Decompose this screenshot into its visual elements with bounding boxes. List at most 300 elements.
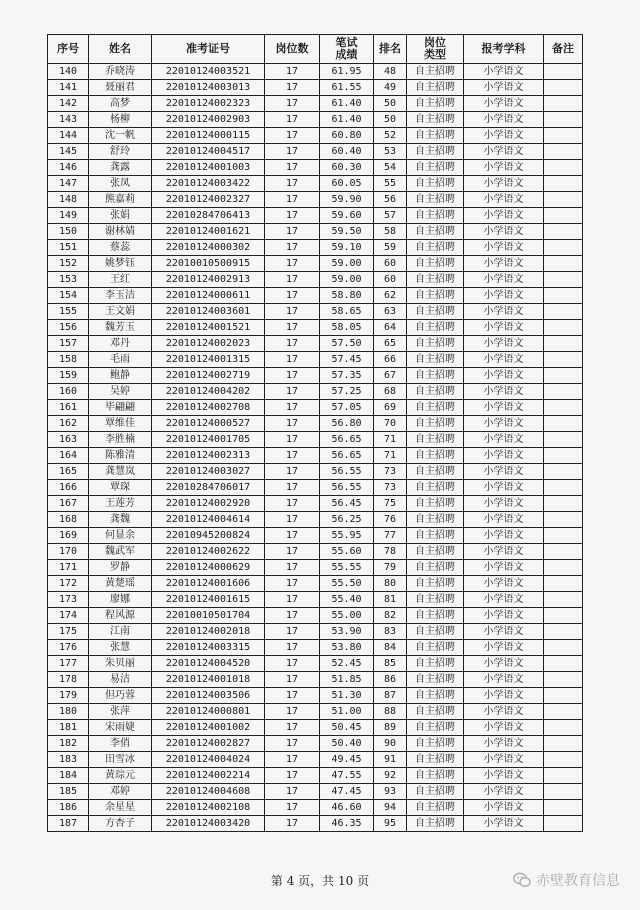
- cell-name: 李胜楠: [89, 432, 152, 448]
- cell-index: 166: [48, 480, 89, 496]
- cell-position-type: 自主招聘: [407, 496, 464, 512]
- cell-score: 59.90: [320, 192, 374, 208]
- cell-index: 165: [48, 464, 89, 480]
- cell-subject: 小学语文: [464, 800, 544, 816]
- cell-exam-id: 22010124001018: [152, 672, 265, 688]
- cell-rank: 81: [374, 592, 407, 608]
- table-row: [48, 528, 583, 544]
- cell-rank: 50: [374, 96, 407, 112]
- table-row: [48, 608, 583, 624]
- cell-position-type: 自主招聘: [407, 560, 464, 576]
- cell-rank: 49: [374, 80, 407, 96]
- cell-exam-id: 22010124000527: [152, 416, 265, 432]
- cell-exam-id: 22010124001003: [152, 160, 265, 176]
- cell-position-type: 自主招聘: [407, 96, 464, 112]
- cell-index: 159: [48, 368, 89, 384]
- cell-rank: 63: [374, 304, 407, 320]
- cell-subject: 小学语文: [464, 304, 544, 320]
- cell-positions: 17: [265, 592, 320, 608]
- cell-position-type: 自主招聘: [407, 288, 464, 304]
- table-row: [48, 688, 583, 704]
- table-row: [48, 64, 583, 80]
- cell-index: 140: [48, 64, 89, 80]
- cell-name: 张慧: [89, 640, 152, 656]
- table-row: [48, 624, 583, 640]
- cell-exam-id: 22010124002313: [152, 448, 265, 464]
- cell-index: 172: [48, 576, 89, 592]
- table-header-row: [48, 35, 583, 64]
- cell-name: 何显余: [89, 528, 152, 544]
- cell-score: 57.50: [320, 336, 374, 352]
- cell-exam-id: 22010124003601: [152, 304, 265, 320]
- cell-index: 142: [48, 96, 89, 112]
- cell-subject: 小学语文: [464, 688, 544, 704]
- cell-subject: 小学语文: [464, 768, 544, 784]
- table-row: [48, 368, 583, 384]
- cell-positions: 17: [265, 672, 320, 688]
- cell-exam-id: 22010124002018: [152, 624, 265, 640]
- cell-exam-id: 22010124002903: [152, 112, 265, 128]
- cell-exam-id: 22010124001705: [152, 432, 265, 448]
- cell-exam-id: 22010124003506: [152, 688, 265, 704]
- cell-subject: 小学语文: [464, 288, 544, 304]
- cell-index: 178: [48, 672, 89, 688]
- cell-position-type: 自主招聘: [407, 720, 464, 736]
- cell-subject: 小学语文: [464, 784, 544, 800]
- cell-exam-id: 22010124001521: [152, 320, 265, 336]
- cell-name: 杨柳: [89, 112, 152, 128]
- table-row: [48, 464, 583, 480]
- cell-subject: 小学语文: [464, 752, 544, 768]
- cell-name: 廖娜: [89, 592, 152, 608]
- cell-positions: 17: [265, 144, 320, 160]
- cell-position-type: 自主招聘: [407, 352, 464, 368]
- cell-name: 邓婷: [89, 784, 152, 800]
- table-row: [48, 640, 583, 656]
- cell-positions: 17: [265, 368, 320, 384]
- cell-name: 谢林婧: [89, 224, 152, 240]
- cell-remark: [544, 128, 583, 144]
- table-row: [48, 192, 583, 208]
- cell-subject: 小学语文: [464, 96, 544, 112]
- cell-positions: 17: [265, 112, 320, 128]
- table-row: [48, 768, 583, 784]
- cell-positions: 17: [265, 80, 320, 96]
- column-header: 序号: [48, 35, 89, 64]
- cell-exam-id: 22010124001315: [152, 352, 265, 368]
- cell-exam-id: 22010124004517: [152, 144, 265, 160]
- cell-score: 55.50: [320, 576, 374, 592]
- cell-name: 龚露: [89, 160, 152, 176]
- cell-subject: 小学语文: [464, 624, 544, 640]
- cell-score: 53.80: [320, 640, 374, 656]
- cell-index: 186: [48, 800, 89, 816]
- cell-rank: 70: [374, 416, 407, 432]
- cell-name: 王红: [89, 272, 152, 288]
- cell-score: 51.85: [320, 672, 374, 688]
- table-row: [48, 816, 583, 832]
- cell-position-type: 自主招聘: [407, 368, 464, 384]
- cell-remark: [544, 816, 583, 832]
- cell-rank: 73: [374, 480, 407, 496]
- cell-index: 150: [48, 224, 89, 240]
- cell-positions: 17: [265, 208, 320, 224]
- cell-position-type: 自主招聘: [407, 256, 464, 272]
- table-row: [48, 144, 583, 160]
- cell-index: 154: [48, 288, 89, 304]
- cell-name: 龚慧岚: [89, 464, 152, 480]
- cell-positions: 17: [265, 656, 320, 672]
- cell-index: 160: [48, 384, 89, 400]
- cell-subject: 小学语文: [464, 528, 544, 544]
- cell-name: 蔡蕊: [89, 240, 152, 256]
- cell-position-type: 自主招聘: [407, 656, 464, 672]
- cell-position-type: 自主招聘: [407, 800, 464, 816]
- cell-position-type: 自主招聘: [407, 752, 464, 768]
- cell-subject: 小学语文: [464, 144, 544, 160]
- cell-rank: 78: [374, 544, 407, 560]
- cell-name: 宋雨婕: [89, 720, 152, 736]
- cell-remark: [544, 144, 583, 160]
- cell-name: 余星星: [89, 800, 152, 816]
- cell-subject: 小学语文: [464, 80, 544, 96]
- cell-positions: 17: [265, 352, 320, 368]
- table-row: [48, 544, 583, 560]
- cell-positions: 17: [265, 784, 320, 800]
- cell-exam-id: 22010124003027: [152, 464, 265, 480]
- cell-remark: [544, 768, 583, 784]
- cell-subject: 小学语文: [464, 112, 544, 128]
- cell-name: 鲍静: [89, 368, 152, 384]
- cell-name: 程风源: [89, 608, 152, 624]
- cell-exam-id: 22010124000629: [152, 560, 265, 576]
- cell-name: 李玉洁: [89, 288, 152, 304]
- cell-remark: [544, 304, 583, 320]
- cell-exam-id: 22010124002913: [152, 272, 265, 288]
- cell-subject: 小学语文: [464, 240, 544, 256]
- cell-score: 56.55: [320, 464, 374, 480]
- cell-subject: 小学语文: [464, 272, 544, 288]
- cell-remark: [544, 224, 583, 240]
- cell-positions: 17: [265, 320, 320, 336]
- cell-rank: 93: [374, 784, 407, 800]
- cell-remark: [544, 480, 583, 496]
- cell-index: 187: [48, 816, 89, 832]
- table-row: [48, 160, 583, 176]
- cell-subject: 小学语文: [464, 816, 544, 832]
- cell-positions: 17: [265, 432, 320, 448]
- cell-index: 162: [48, 416, 89, 432]
- cell-subject: 小学语文: [464, 608, 544, 624]
- cell-index: 179: [48, 688, 89, 704]
- cell-remark: [544, 752, 583, 768]
- cell-remark: [544, 512, 583, 528]
- cell-rank: 56: [374, 192, 407, 208]
- column-header: 报考学科: [464, 35, 544, 64]
- cell-position-type: 自主招聘: [407, 544, 464, 560]
- cell-rank: 60: [374, 256, 407, 272]
- cell-positions: 17: [265, 384, 320, 400]
- cell-positions: 17: [265, 256, 320, 272]
- cell-name: 覃维佳: [89, 416, 152, 432]
- cell-remark: [544, 384, 583, 400]
- cell-subject: 小学语文: [464, 672, 544, 688]
- cell-position-type: 自主招聘: [407, 192, 464, 208]
- cell-remark: [544, 464, 583, 480]
- cell-position-type: 自主招聘: [407, 608, 464, 624]
- cell-position-type: 自主招聘: [407, 208, 464, 224]
- cell-score: 58.05: [320, 320, 374, 336]
- cell-rank: 73: [374, 464, 407, 480]
- table-row: [48, 400, 583, 416]
- cell-positions: 17: [265, 640, 320, 656]
- cell-score: 56.45: [320, 496, 374, 512]
- cell-index: 164: [48, 448, 89, 464]
- cell-score: 55.55: [320, 560, 374, 576]
- cell-rank: 80: [374, 576, 407, 592]
- cell-positions: 17: [265, 800, 320, 816]
- cell-subject: 小学语文: [464, 176, 544, 192]
- cell-positions: 17: [265, 560, 320, 576]
- cell-index: 148: [48, 192, 89, 208]
- cell-name: 陈雅清: [89, 448, 152, 464]
- cell-subject: 小学语文: [464, 208, 544, 224]
- cell-positions: 17: [265, 448, 320, 464]
- cell-rank: 92: [374, 768, 407, 784]
- cell-index: 149: [48, 208, 89, 224]
- cell-exam-id: 22010124000302: [152, 240, 265, 256]
- cell-positions: 17: [265, 304, 320, 320]
- table-row: [48, 480, 583, 496]
- cell-name: 聂丽君: [89, 80, 152, 96]
- cell-position-type: 自主招聘: [407, 480, 464, 496]
- cell-name: 乔晓涛: [89, 64, 152, 80]
- wechat-icon: [513, 872, 531, 888]
- cell-subject: 小学语文: [464, 128, 544, 144]
- cell-score: 57.05: [320, 400, 374, 416]
- cell-exam-id: 22010124002023: [152, 336, 265, 352]
- cell-subject: 小学语文: [464, 480, 544, 496]
- cell-score: 56.65: [320, 432, 374, 448]
- cell-score: 56.65: [320, 448, 374, 464]
- cell-positions: 17: [265, 608, 320, 624]
- cell-position-type: 自主招聘: [407, 176, 464, 192]
- cell-position-type: 自主招聘: [407, 704, 464, 720]
- cell-rank: 87: [374, 688, 407, 704]
- cell-rank: 53: [374, 144, 407, 160]
- table-row: [48, 176, 583, 192]
- cell-rank: 79: [374, 560, 407, 576]
- cell-subject: 小学语文: [464, 656, 544, 672]
- cell-position-type: 自主招聘: [407, 80, 464, 96]
- cell-remark: [544, 416, 583, 432]
- cell-positions: 17: [265, 752, 320, 768]
- cell-score: 56.55: [320, 480, 374, 496]
- cell-remark: [544, 400, 583, 416]
- cell-subject: 小学语文: [464, 416, 544, 432]
- cell-exam-id: 22010124001002: [152, 720, 265, 736]
- cell-name: 姚梦钰: [89, 256, 152, 272]
- cell-rank: 62: [374, 288, 407, 304]
- cell-index: 163: [48, 432, 89, 448]
- table-row: [48, 448, 583, 464]
- cell-name: 易洁: [89, 672, 152, 688]
- cell-remark: [544, 528, 583, 544]
- cell-remark: [544, 432, 583, 448]
- cell-name: 黄楚瑶: [89, 576, 152, 592]
- cell-rank: 91: [374, 752, 407, 768]
- cell-remark: [544, 608, 583, 624]
- cell-index: 144: [48, 128, 89, 144]
- cell-remark: [544, 800, 583, 816]
- cell-remark: [544, 656, 583, 672]
- cell-index: 152: [48, 256, 89, 272]
- cell-rank: 83: [374, 624, 407, 640]
- cell-remark: [544, 672, 583, 688]
- cell-index: 171: [48, 560, 89, 576]
- cell-positions: 17: [265, 512, 320, 528]
- cell-exam-id: 22010124002214: [152, 768, 265, 784]
- cell-positions: 17: [265, 272, 320, 288]
- cell-name: 罗静: [89, 560, 152, 576]
- cell-remark: [544, 352, 583, 368]
- cell-score: 50.45: [320, 720, 374, 736]
- watermark-text: 赤壁教育信息: [536, 873, 620, 889]
- cell-position-type: 自主招聘: [407, 528, 464, 544]
- cell-score: 52.45: [320, 656, 374, 672]
- cell-exam-id: 22010124004614: [152, 512, 265, 528]
- cell-rank: 86: [374, 672, 407, 688]
- table-row: [48, 352, 583, 368]
- cell-rank: 68: [374, 384, 407, 400]
- table-row: [48, 288, 583, 304]
- cell-remark: [544, 320, 583, 336]
- cell-score: 60.30: [320, 160, 374, 176]
- cell-name: 覃琛: [89, 480, 152, 496]
- cell-score: 59.00: [320, 256, 374, 272]
- cell-remark: [544, 720, 583, 736]
- cell-score: 57.35: [320, 368, 374, 384]
- cell-score: 60.05: [320, 176, 374, 192]
- table-row: [48, 240, 583, 256]
- cell-rank: 54: [374, 160, 407, 176]
- cell-name: 黄琮元: [89, 768, 152, 784]
- cell-rank: 71: [374, 448, 407, 464]
- cell-score: 53.90: [320, 624, 374, 640]
- cell-subject: 小学语文: [464, 544, 544, 560]
- cell-rank: 66: [374, 352, 407, 368]
- cell-score: 61.40: [320, 112, 374, 128]
- cell-name: 朱贝丽: [89, 656, 152, 672]
- cell-position-type: 自主招聘: [407, 144, 464, 160]
- cell-score: 46.35: [320, 816, 374, 832]
- cell-index: 168: [48, 512, 89, 528]
- cell-index: 180: [48, 704, 89, 720]
- cell-score: 58.80: [320, 288, 374, 304]
- cell-position-type: 自主招聘: [407, 688, 464, 704]
- cell-name: 张凤: [89, 176, 152, 192]
- cell-rank: 67: [374, 368, 407, 384]
- cell-remark: [544, 544, 583, 560]
- table-row: [48, 304, 583, 320]
- cell-position-type: 自主招聘: [407, 320, 464, 336]
- cell-rank: 94: [374, 800, 407, 816]
- cell-name: 魏芳玉: [89, 320, 152, 336]
- cell-subject: 小学语文: [464, 368, 544, 384]
- cell-score: 61.55: [320, 80, 374, 96]
- cell-positions: 17: [265, 96, 320, 112]
- cell-subject: 小学语文: [464, 256, 544, 272]
- cell-remark: [544, 176, 583, 192]
- cell-rank: 50: [374, 112, 407, 128]
- cell-exam-id: 22010124003521: [152, 64, 265, 80]
- cell-rank: 82: [374, 608, 407, 624]
- cell-positions: 17: [265, 288, 320, 304]
- cell-position-type: 自主招聘: [407, 384, 464, 400]
- cell-rank: 69: [374, 400, 407, 416]
- cell-name: 魏武军: [89, 544, 152, 560]
- cell-position-type: 自主招聘: [407, 448, 464, 464]
- cell-name: 毛雨: [89, 352, 152, 368]
- cell-positions: 17: [265, 720, 320, 736]
- cell-name: 张娟: [89, 208, 152, 224]
- cell-subject: 小学语文: [464, 736, 544, 752]
- cell-exam-id: 22010124000801: [152, 704, 265, 720]
- cell-rank: 75: [374, 496, 407, 512]
- cell-position-type: 自主招聘: [407, 160, 464, 176]
- cell-subject: 小学语文: [464, 640, 544, 656]
- cell-position-type: 自主招聘: [407, 464, 464, 480]
- cell-subject: 小学语文: [464, 592, 544, 608]
- cell-score: 51.00: [320, 704, 374, 720]
- column-header: 岗位 类型: [407, 35, 464, 64]
- cell-exam-id: 22010124000115: [152, 128, 265, 144]
- table-row: [48, 384, 583, 400]
- table-body: [48, 64, 583, 832]
- table-row: [48, 576, 583, 592]
- cell-remark: [544, 112, 583, 128]
- cell-index: 169: [48, 528, 89, 544]
- cell-exam-id: 22010124002719: [152, 368, 265, 384]
- table-row: [48, 112, 583, 128]
- cell-index: 146: [48, 160, 89, 176]
- cell-exam-id: 22010124002323: [152, 96, 265, 112]
- cell-position-type: 自主招聘: [407, 128, 464, 144]
- score-table: [47, 34, 583, 832]
- cell-score: 60.40: [320, 144, 374, 160]
- cell-index: 155: [48, 304, 89, 320]
- cell-position-type: 自主招聘: [407, 736, 464, 752]
- table-row: [48, 320, 583, 336]
- cell-position-type: 自主招聘: [407, 304, 464, 320]
- table-row: [48, 128, 583, 144]
- cell-subject: 小学语文: [464, 560, 544, 576]
- cell-index: 183: [48, 752, 89, 768]
- cell-rank: 65: [374, 336, 407, 352]
- cell-index: 156: [48, 320, 89, 336]
- cell-position-type: 自主招聘: [407, 240, 464, 256]
- cell-position-type: 自主招聘: [407, 624, 464, 640]
- cell-name: 田雪冰: [89, 752, 152, 768]
- cell-name: 毕翩翩: [89, 400, 152, 416]
- cell-score: 59.00: [320, 272, 374, 288]
- cell-subject: 小学语文: [464, 352, 544, 368]
- cell-score: 59.10: [320, 240, 374, 256]
- cell-score: 61.95: [320, 64, 374, 80]
- cell-positions: 17: [265, 336, 320, 352]
- cell-index: 143: [48, 112, 89, 128]
- cell-position-type: 自主招聘: [407, 784, 464, 800]
